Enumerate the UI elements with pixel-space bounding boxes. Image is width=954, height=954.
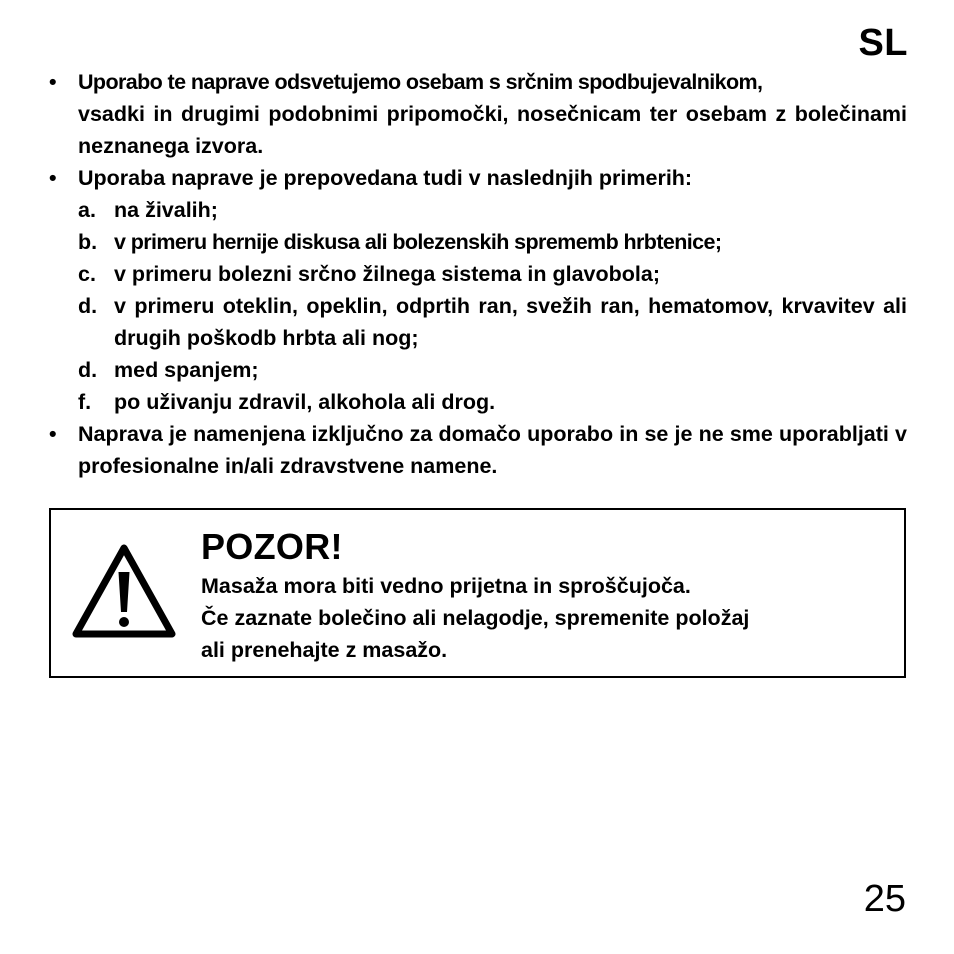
sub-item-text: v primeru oteklin, opeklin, odprtih ran, svežih ran, hematomov, krvavitev ali drugih poškodb hrbta ali nog; (114, 294, 907, 350)
warning-box (49, 508, 906, 678)
sub-item-b (49, 226, 907, 258)
sub-item-letter: f. (78, 390, 92, 414)
warning-text (201, 524, 891, 666)
bullet-item-1-line1: Uporabo te naprave odsvetujemo osebam s srčnim spodbujevalnikom, (78, 70, 763, 94)
bullet-mark: • (49, 422, 57, 446)
sub-item-text: v primeru hernije diskusa ali bolezenskih sprememb hrbtenice; (114, 230, 722, 254)
bullet-item-1-rest: vsadki in drugimi podobnimi pripomočki, nosečnicam ter osebam z bolečinami neznanega izvora. (78, 102, 907, 158)
sub-item-e (49, 354, 907, 386)
bullet-item-3-text: Naprava je namenjena izključno za domačo uporabo in se je ne sme uporabljati v profesionalne in/ali zdravstvene namene. (78, 422, 907, 478)
sub-item-a (49, 194, 907, 226)
sub-item-f (49, 386, 907, 418)
sub-item-d (49, 290, 907, 354)
sub-item-c (49, 258, 907, 290)
bullet-item-2-text: Uporaba naprave je prepovedana tudi v naslednjih primerih: (78, 166, 693, 190)
sub-item-letter: c. (78, 262, 96, 286)
sub-item-letter: d. (78, 294, 98, 318)
bullet-mark: • (49, 166, 57, 190)
page-number: 25 (863, 878, 906, 920)
warning-title: POZOR! (201, 526, 343, 567)
safety-instructions (49, 66, 907, 482)
warning-line-3: ali prenehajte z masažo. (201, 638, 448, 662)
sub-item-letter: b. (78, 230, 98, 254)
bullet-item-2 (49, 162, 907, 194)
bullet-mark: • (49, 70, 57, 94)
sub-item-text: v primeru bolezni srčno žilnega sistema in glavobola; (114, 262, 660, 286)
warning-triangle-icon (71, 542, 177, 642)
sub-item-text: med spanjem; (114, 358, 259, 382)
bullet-item-1 (49, 66, 907, 162)
warning-line-1: Masaža mora biti vedno prijetna in sproščujoča. (201, 574, 691, 598)
sub-item-letter: d. (78, 358, 98, 382)
bullet-item-3 (49, 418, 907, 482)
sub-item-text: po uživanju zdravil, alkohola ali drog. (114, 390, 496, 414)
warning-line-2: Če zaznate bolečino ali nelagodje, spremenite položaj (201, 606, 750, 630)
language-code: SL (858, 22, 908, 64)
sub-item-letter: a. (78, 198, 96, 222)
sub-item-text: na živalih; (114, 198, 218, 222)
